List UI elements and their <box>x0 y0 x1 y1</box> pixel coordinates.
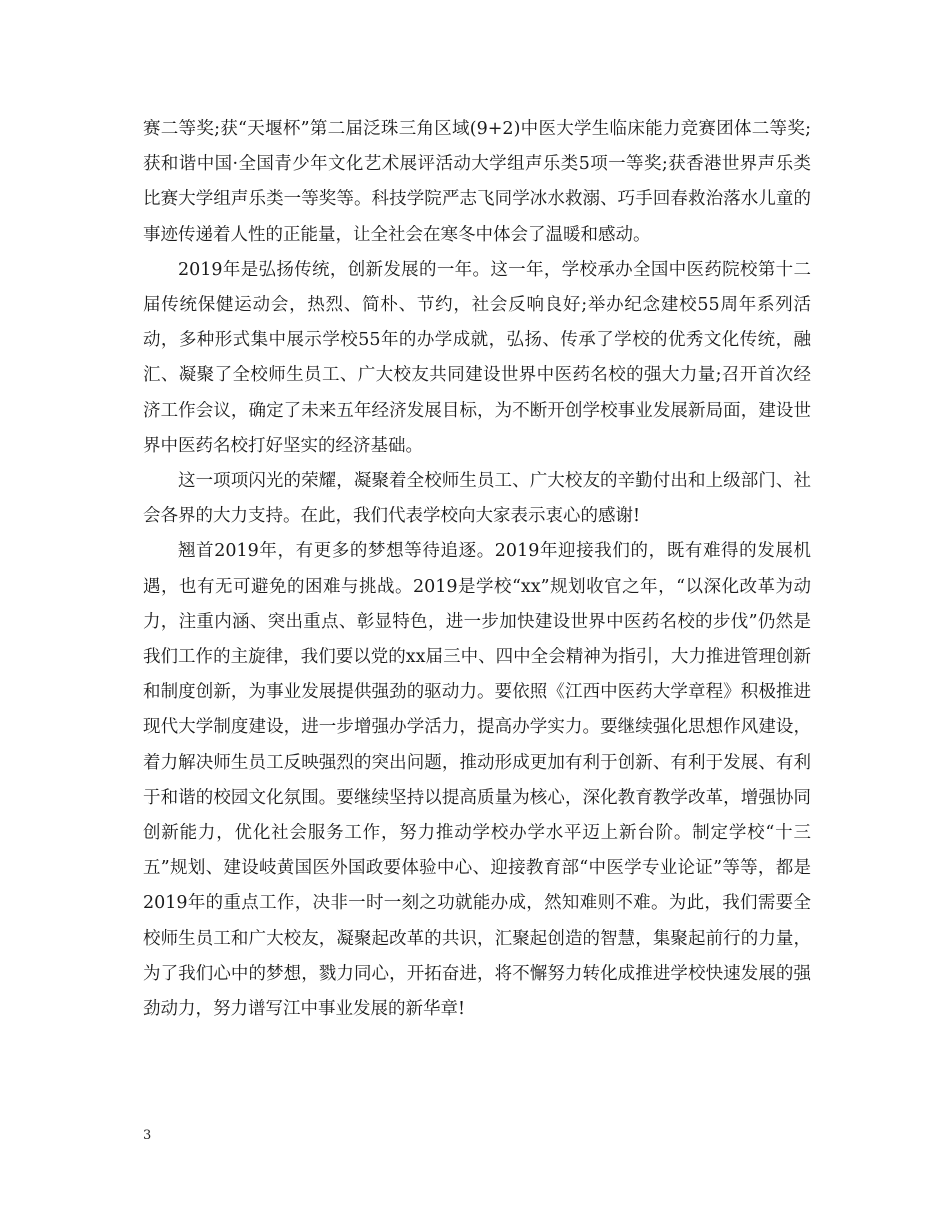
document-body <box>143 112 811 1027</box>
paragraph-thanks: 这一项项闪光的荣耀，凝聚着全校师生员工、广大校友的辛勤付出和上级部门、社会各界的大力支持。在此，我们代表学校向大家表示衷心的感谢! <box>143 471 811 527</box>
paragraph-outlook: 翘首2019年，有更多的梦想等待追逐。2019年迎接我们的，既有难得的发展机遇，也有无可避免的困难与挑战。2019是学校“xx”规划收官之年，“以深化改革为动力，注重内涵、突出重点、彰显特色，进一步加快建设世界中医药名校的步伐”仍然是我们工作的主旋律，我们要以党的xx届三中、四中全会精神为指引，大力推进管理创新和制度创新，为事业发展提供强劲的驱动力。要依照《江西中医药大学章程》积极推进现代大学制度建设，进一步增强办学活力，提高办学实力。要继续强化思想作风建设，着力解决师生员工反映强烈的突出问题，推动形成更加有利于创新、有利于发展、有利于和谐的校园文化氛围。要继续坚持以提高质量为核心，深化教育教学改革，增强协同创新能力，优化社会服务工作，努力推动学校办学水平迈上新台阶。制定学校“十三五”规划、建设岐黄国医外国政要体验中心、迎接教育部“中医学专业论证”等等，都是2019年的重点工作，决非一时一刻之功就能办成，然知难则不难。为此，我们需要全校师生员工和广大校友，凝聚起改革的共识，汇聚起创造的智慧，集聚起前行的力量，为了我们心中的梦想，戮力同心，开拓奋进，将不懈努力转化成推进学校快速发展的强劲动力，努力谱写江中事业发展的新华章! <box>143 541 811 1020</box>
page-number: 3 <box>143 1128 152 1143</box>
paragraph-2019-tradition: 2019年是弘扬传统，创新发展的一年。这一年，学校承办全国中医药院校第十二届传统保健运动会，热烈、简朴、节约，社会反响良好;举办纪念建校55周年系列活动，多种形式集中展示学校55年的办学成就，弘扬、传承了学校的优秀文化传统，融汇、凝聚了全校师生员工、广大校友共同建设世界中医药名校的强大力量;召开首次经济工作会议，确定了未来五年经济发展目标，为不断开创学校事业发展新局面，建设世界中医药名校打好坚实的经济基础。 <box>143 259 811 456</box>
paragraph-awards: 赛二等奖;获“天堰杯”第二届泛珠三角区域(9+2)中医大学生临床能力竞赛团体二等奖;获和谐中国·全国青少年文化艺术展评活动大学组声乐类5项一等奖;获香港世界声乐类比赛大学组声乐类一等奖等。科技学院严志飞同学冰水救溺、巧手回春救治落水儿童的事迹传递着人性的正能量，让全社会在寒冬中体会了温暖和感动。 <box>143 119 811 245</box>
